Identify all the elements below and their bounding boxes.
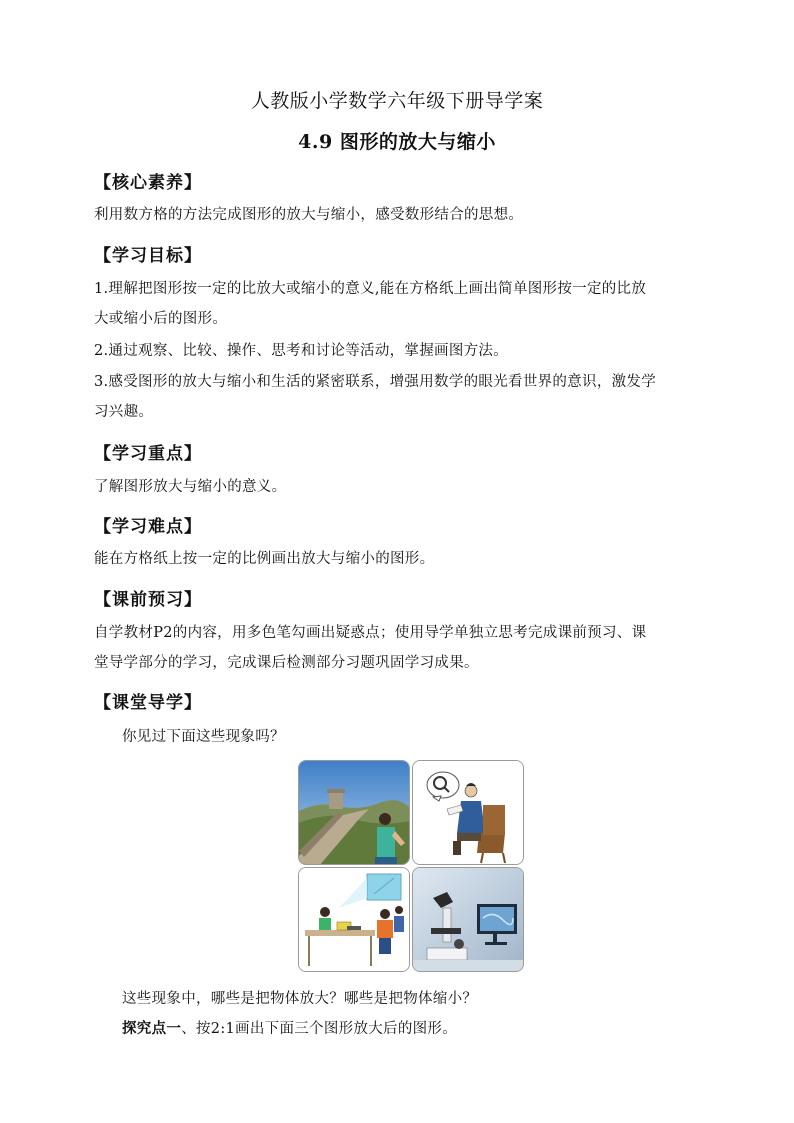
explore-point-label: 探究点一 bbox=[122, 1020, 182, 1037]
goal-line-4: 3.感受图形的放大与缩小和生活的紧密联系，增强用数学的眼光看世界的意识，激发学 bbox=[94, 374, 657, 390]
preview-line-1: 自学教材P2的内容，用多色笔勾画出疑惑点；使用导学单独立思考完成课前预习、课 bbox=[94, 625, 647, 641]
explore-point-text: 、按2:1画出下面三个图形放大后的图形。 bbox=[181, 1021, 458, 1037]
projector-classroom-image bbox=[298, 867, 410, 972]
heading-preview: 【课前预习】 bbox=[94, 590, 202, 610]
heading-guide: 【课堂导学】 bbox=[94, 693, 202, 713]
lesson-title: 4.9 图形的放大与缩小 bbox=[298, 131, 496, 153]
goal-line-3: 2.通过观察、比较、操作、思考和讨论等活动，掌握画图方法。 bbox=[94, 343, 509, 359]
goal-line-1: 1.理解把图形按一定的比放大或缩小的意义,能在方格纸上画出简单图形按一定的比放 bbox=[94, 281, 647, 297]
goal-line-5: 习兴趣。 bbox=[94, 404, 154, 420]
key-text: 了解图形放大与缩小的意义。 bbox=[94, 479, 287, 495]
explore-point-line bbox=[122, 1014, 742, 1044]
phenomena-image-grid bbox=[298, 760, 524, 972]
guide-question: 这些现象中，哪些是把物体放大？哪些是把物体缩小？ bbox=[122, 991, 478, 1007]
preview-line-2: 堂导学部分的学习，完成课后检测部分习题巩固学习成果。 bbox=[94, 655, 479, 671]
magnifying-reader-image bbox=[412, 760, 524, 865]
core-text: 利用数方格的方法完成图形的放大与缩小，感受数形结合的思想。 bbox=[94, 207, 524, 223]
difficulty-text: 能在方格纸上按一定的比例画出放大与缩小的图形。 bbox=[94, 551, 435, 567]
guide-intro: 你见过下面这些现象吗？ bbox=[122, 729, 285, 745]
microscope-image bbox=[412, 867, 524, 972]
heading-core: 【核心素养】 bbox=[94, 173, 202, 193]
great-wall-image bbox=[298, 760, 410, 865]
goal-line-2: 大或缩小后的图形。 bbox=[94, 311, 228, 327]
heading-key: 【学习重点】 bbox=[94, 444, 202, 464]
document-title: 人教版小学数学六年级下册导学案 bbox=[250, 90, 544, 112]
heading-difficulty: 【学习难点】 bbox=[94, 517, 202, 537]
heading-goals: 【学习目标】 bbox=[94, 246, 202, 266]
